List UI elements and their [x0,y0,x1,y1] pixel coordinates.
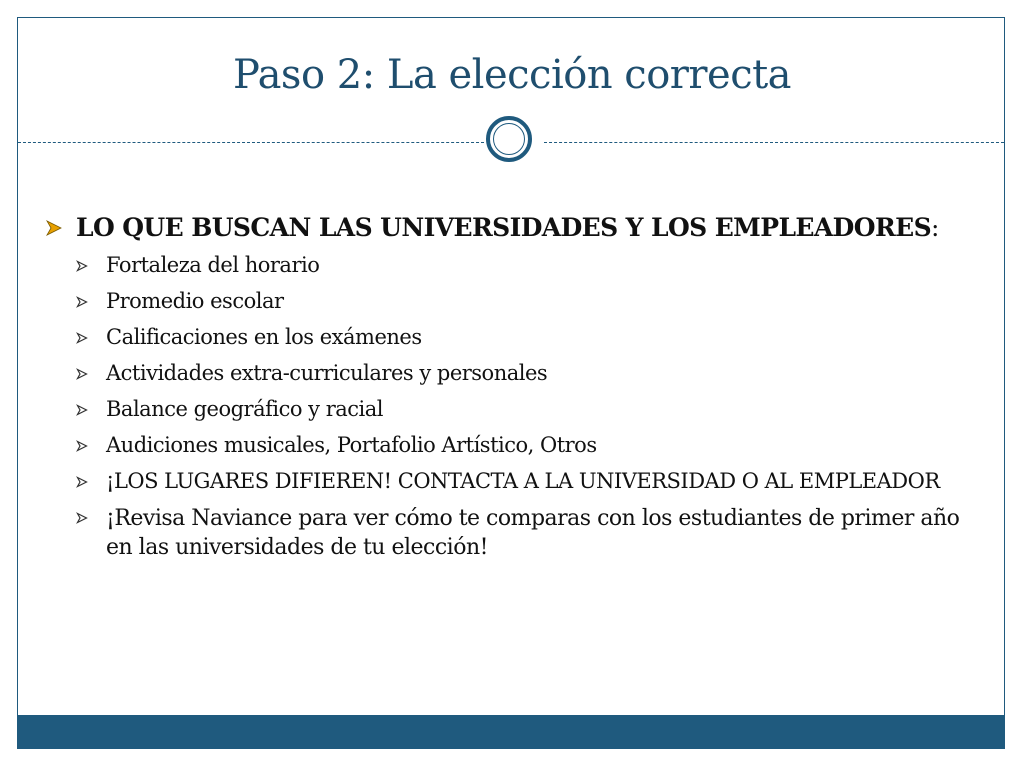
list-item [76,288,986,315]
slide-title: Paso 2: La elección correcta [232,52,792,98]
title-divider-right [544,142,1004,143]
list-item [76,396,986,423]
list-item-text: Actividades extra-curriculares y personales [106,361,548,385]
list-item-text: ¡LOS LUGARES DIFIEREN! CONTACTA A LA UNIVERSIDAD O AL EMPLEADOR [106,469,940,493]
outline-arrow-bullet-icon [76,504,106,531]
list-item-text: Promedio escolar [106,289,284,313]
arrow-bullet-icon-svg [46,220,62,236]
main-bullet-point [46,212,986,243]
outline-arrow-bullet-icon [76,288,106,315]
list-item [76,432,986,459]
outline-arrow-bullet-icon [76,432,106,459]
main-bullet-label: LO QUE BUSCAN LAS UNIVERSIDADES Y LOS EMPLEADORES [76,213,932,242]
sub-bullet-list [46,252,986,562]
slide-content [46,212,986,571]
arrow-bullet-icon [46,212,76,243]
outline-arrow-bullet-icon [76,468,106,495]
list-item [76,468,986,495]
main-bullet-text [76,212,939,243]
list-item-text: Calificaciones en los exámenes [106,325,422,349]
ring-ornament-inner [493,123,525,155]
outline-arrow-bullet-icon [76,252,106,279]
list-item [76,360,986,387]
title-divider-left [18,142,484,143]
outline-arrow-bullet-icon [76,360,106,387]
outline-arrow-bullet-icon [76,324,106,351]
list-item-text: Fortaleza del horario [106,253,320,277]
ring-ornament-icon [486,116,532,162]
list-item [76,324,986,351]
list-item-text: Audiciones musicales, Portafolio Artístico, Otros [106,433,597,457]
main-bullet-suffix: : [931,213,939,242]
list-item-text: ¡Revisa Naviance para ver cómo te comparas con los estudiantes de primer año en las universidades de tu elección! [106,506,960,560]
list-item [76,504,986,562]
outline-arrow-bullet-icon [76,396,106,423]
footer-band [17,715,1005,749]
list-item-text: Balance geográfico y racial [106,397,383,421]
list-item [76,252,986,279]
